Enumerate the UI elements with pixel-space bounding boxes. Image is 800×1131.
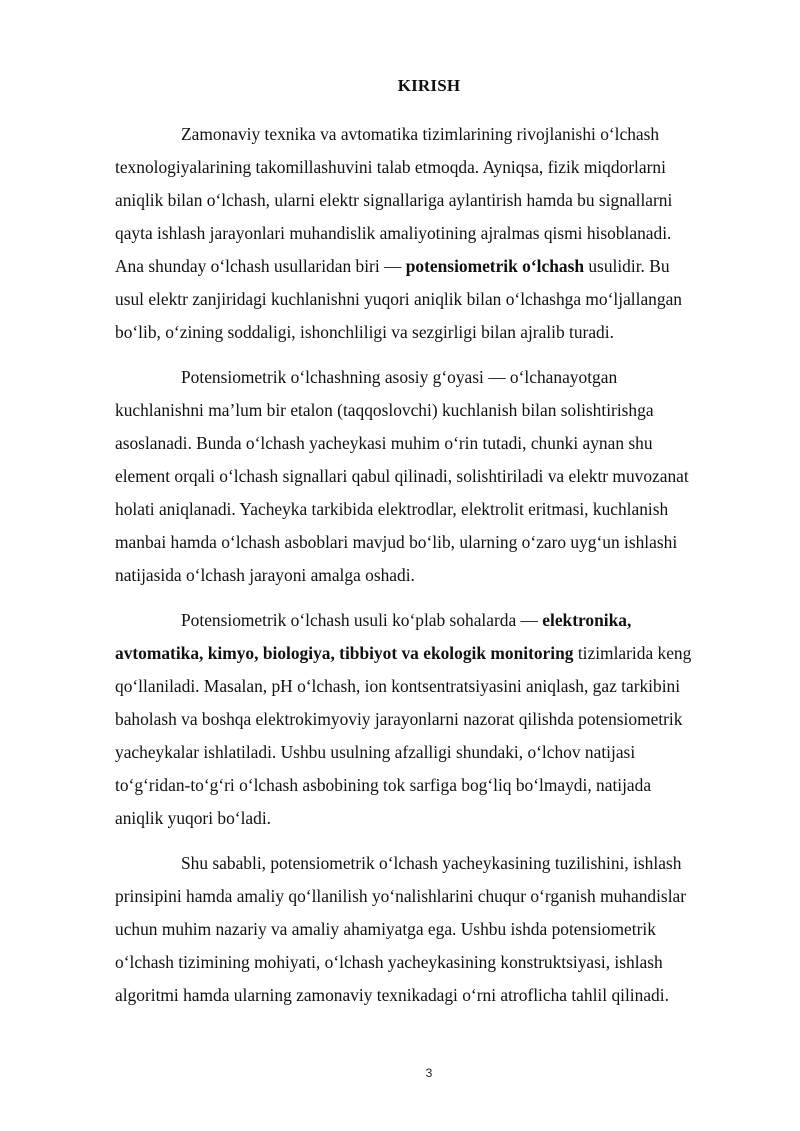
text-segment: Potensiometrik oʻlchash usuli koʻplab sohalarda — [181,610,543,630]
text-segment: manbai hamda oʻlchash asboblari mavjud boʻlib, ularning oʻzaro uygʻun ishlashi [115,532,678,552]
text-segment: uchun muhim nazariy va amaliy ahamiyatga ega. Ushbu ishda potensiometrik [115,919,656,939]
text-segment: element orqali oʻlchash signallari qabul qilinadi, solishtiriladi va elektr muvozanat [115,466,689,486]
text-segment: tizimlarida keng [573,643,692,663]
bold-text: elektronika, [542,610,632,630]
text-segment: asoslanadi. Bunda oʻlchash yacheykasi muhim oʻrin tutadi, chunki aynan shu [115,433,653,453]
text-segment: holati aniqlanadi. Yacheyka tarkibida elektrodlar, elektrolit eritmasi, kuchlanish [115,499,669,519]
text-segment: algoritmi hamda ularning zamonaviy texnikadagi oʻrni atroflicha tahlil qilinadi. [115,985,669,1005]
text-line [115,394,739,427]
text-line [115,559,739,592]
text-line [115,604,739,637]
text-segment: yacheykalar ishlatiladi. Ushbu usulning afzalligi shundaki, oʻlchov natijasi [115,742,636,762]
text-line [115,637,739,670]
text-segment: boʻlib, oʻzining soddaligi, ishonchliligi va sezgirligi bilan ajralib turadi. [115,322,614,342]
document-body [115,118,739,1024]
text-line [115,151,739,184]
text-segment: usul elektr zanjiridagi kuchlanishni yuqori aniqlik bilan oʻlchashga moʻljallangan [115,289,682,309]
text-line [115,493,739,526]
text-segment: usulidir. Bu [584,256,670,276]
text-segment: Zamonaviy texnika va avtomatika tizimlarining rivojlanishi oʻlchash [181,124,660,144]
text-line [115,946,739,979]
bold-text: potensiometrik oʻlchash [405,256,585,276]
paragraph [115,847,739,1012]
text-line [115,847,739,880]
text-line [115,118,739,151]
text-segment: aniqlik yuqori boʻladi. [115,808,272,828]
text-line [115,283,739,316]
text-line [115,427,739,460]
paragraph [115,604,739,835]
page-number: 3 [425,1066,433,1080]
text-segment: baholash va boshqa elektrokimyoviy jarayonlarni nazorat qilishda potensiometrik [115,709,683,729]
text-line [115,361,739,394]
text-segment: qayta ishlash jarayonlari muhandislik amaliyotining ajralmas qismi hisoblanadi. [115,223,672,243]
text-line [115,217,739,250]
text-line [115,703,739,736]
text-segment: oʻlchash tizimining mohiyati, oʻlchash yacheykasining konstruktsiyasi, ishlash [115,952,663,972]
text-line [115,880,739,913]
page-title: KIRISH [397,76,461,95]
text-segment: qoʻllaniladi. Masalan, pH oʻlchash, ion kontsentratsiyasini aniqlash, gaz tarkibini [115,676,681,696]
text-line [115,802,739,835]
text-line [115,979,739,1012]
text-segment: Potensiometrik oʻlchashning asosiy gʻoyasi — oʻlchanayotgan [181,367,618,387]
text-segment: kuchlanishni maʼlum bir etalon (taqqoslovchi) kuchlanish bilan solishtirishga [115,400,654,420]
text-line [115,526,739,559]
paragraph [115,118,739,349]
text-line [115,460,739,493]
text-segment: texnologiyalarining takomillashuvini talab etmoqda. Ayniqsa, fizik miqdorlarni [115,157,666,177]
text-line [115,913,739,946]
text-segment: prinsipini hamda amaliy qoʻllanilish yoʻnalishlarini chuqur oʻrganish muhandislar [115,886,687,906]
text-segment: Shu sababli, potensiometrik oʻlchash yacheykasining tuzilishini, ishlash [181,853,682,873]
text-line [115,250,739,283]
text-line [115,184,739,217]
text-line [115,316,739,349]
text-segment: aniqlik bilan oʻlchash, ularni elektr signallariga aylantirish hamda bu signallarni [115,190,673,210]
text-segment: natijasida oʻlchash jarayoni amalga oshadi. [115,565,415,585]
text-line [115,670,739,703]
text-line [115,769,739,802]
text-line [115,736,739,769]
bold-text: avtomatika, kimyo, biologiya, tibbiyot va ekologik monitoring [115,643,574,663]
text-segment: Ana shunday oʻlchash usullaridan biri — [115,256,406,276]
paragraph [115,361,739,592]
text-segment: toʻgʻridan-toʻgʻri oʻlchash asbobining tok sarfiga bogʻliq boʻlmaydi, natijada [115,775,652,795]
